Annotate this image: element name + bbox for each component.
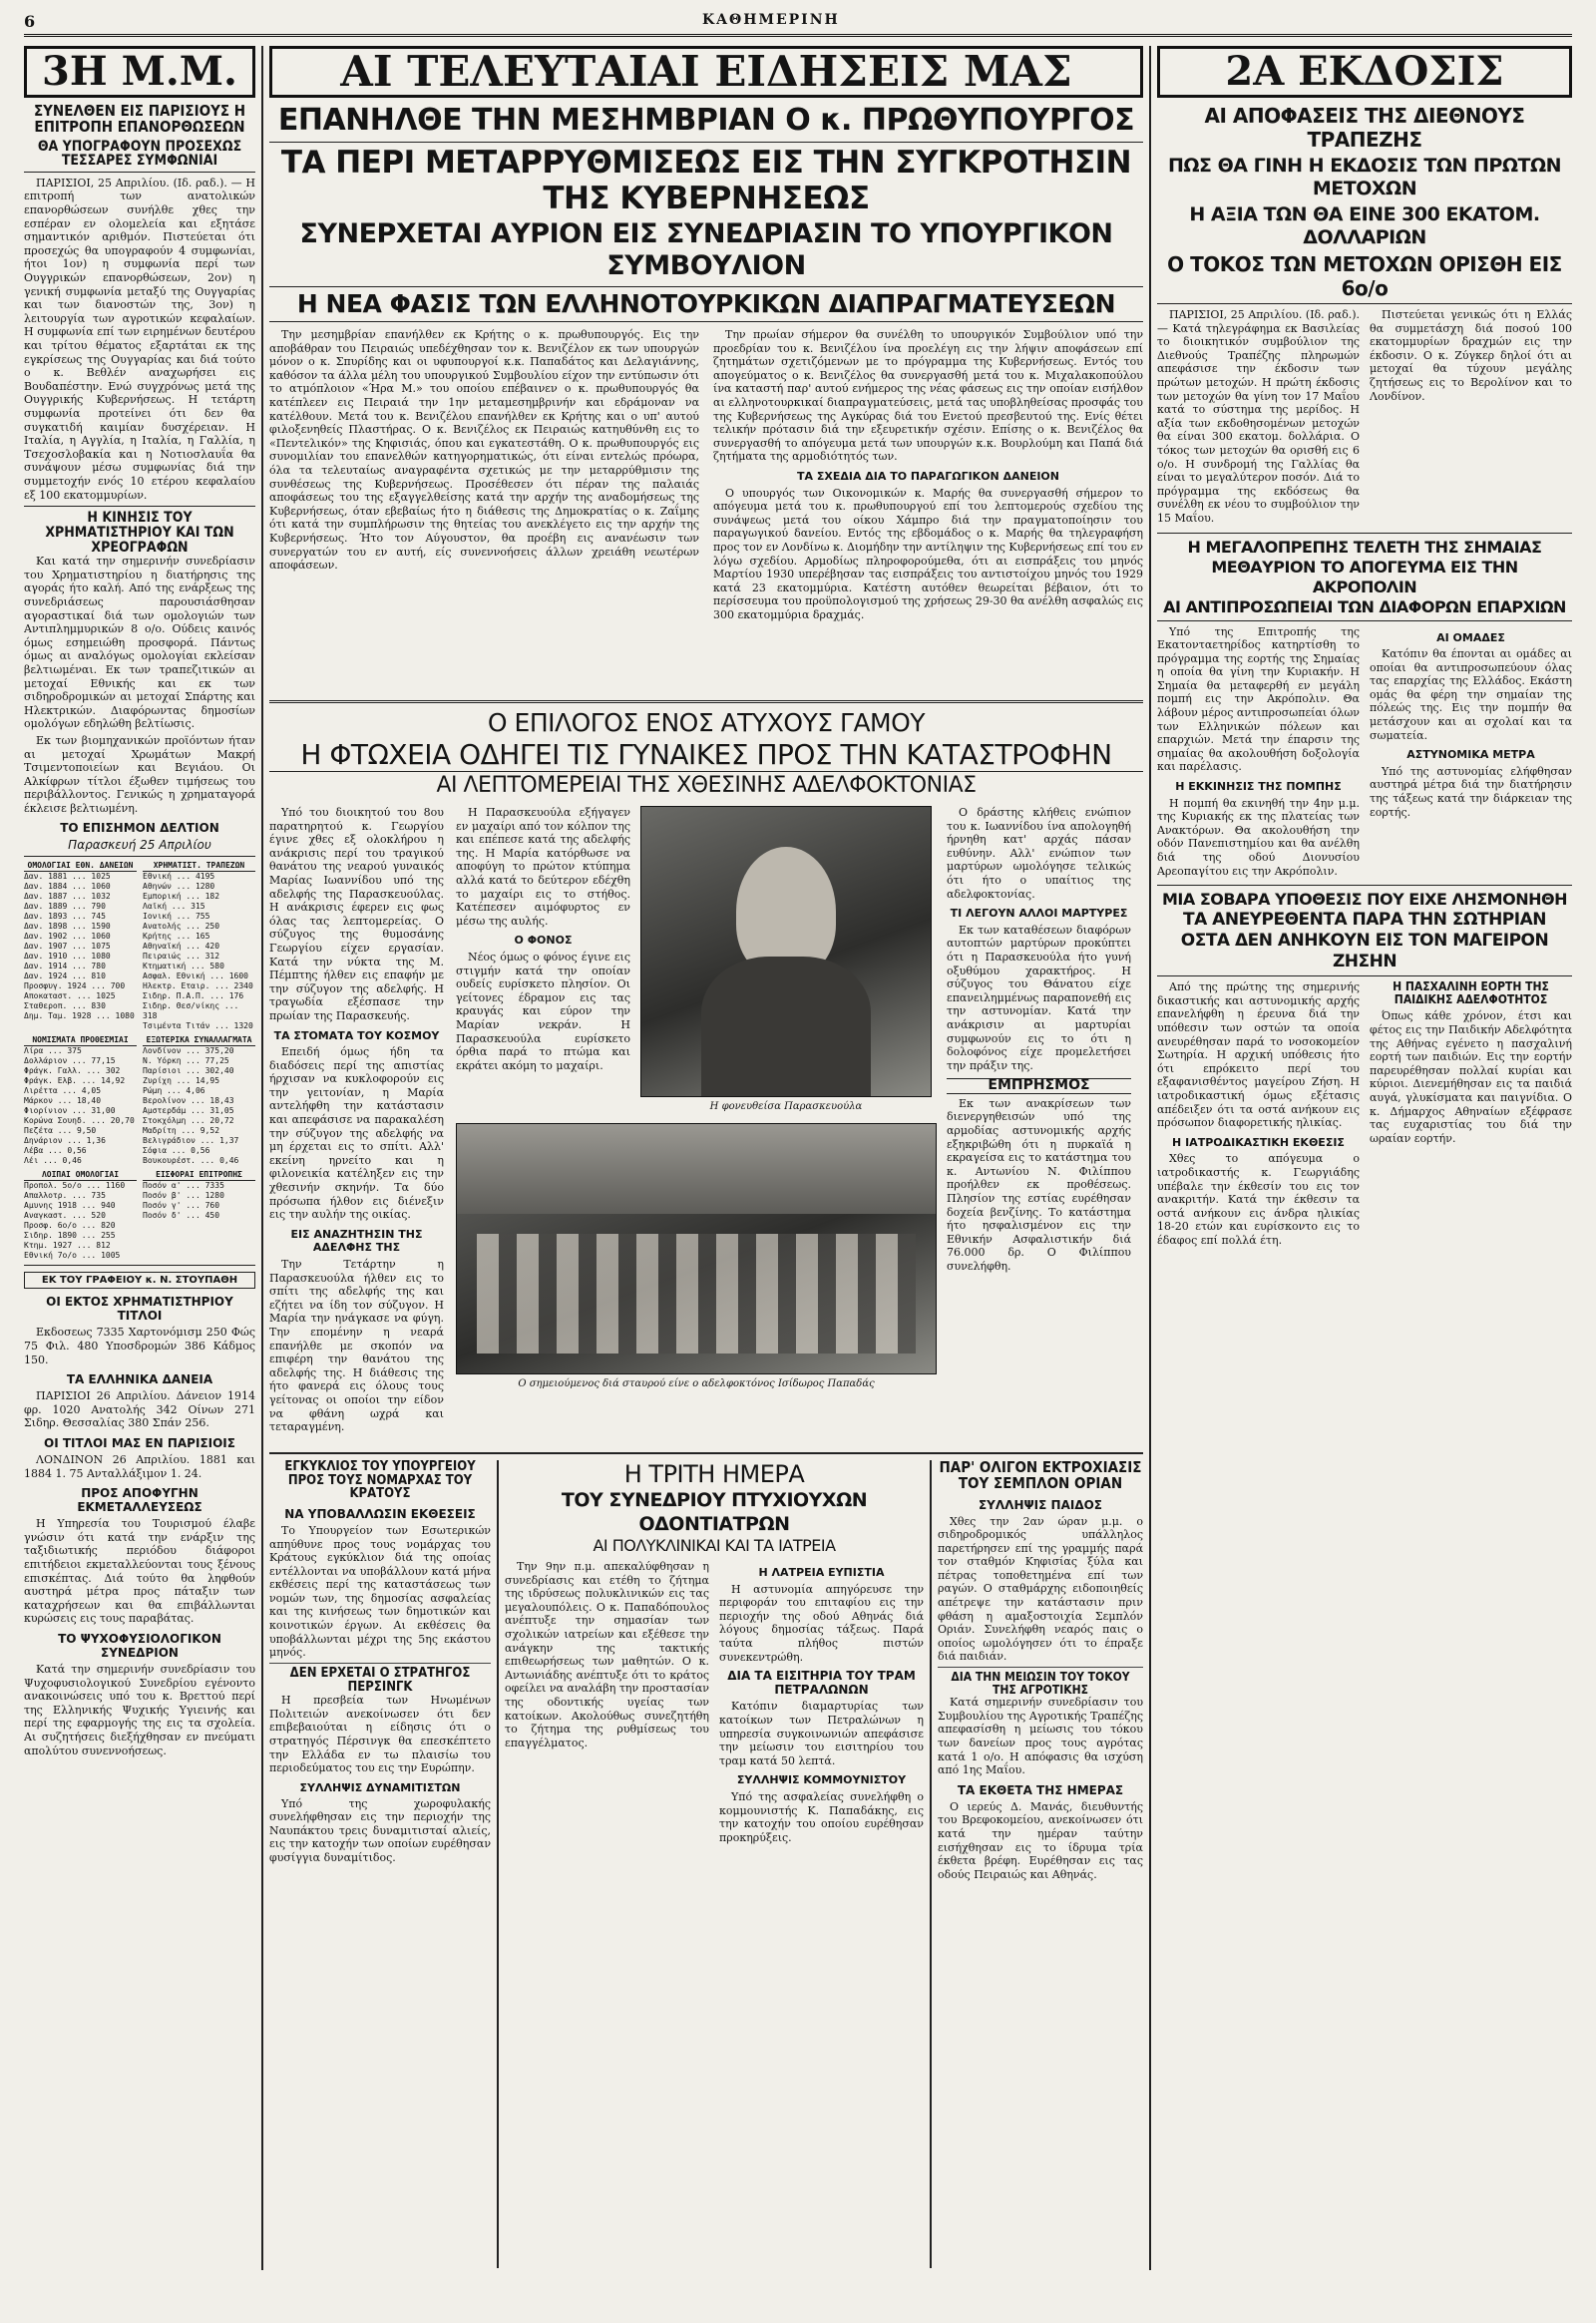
market-table-row: Δαν. 1881 ... 1025	[24, 872, 111, 882]
headline: ΕΓΚΥΚΛΙΟΣ ΤΟΥ ΥΠΟΥΡΓΕΙΟΥ ΠΡΟΣ ΤΟΥΣ ΝΟΜΑΡΧΑΣ ΤΟΥ ΚΡΑΤΟΥΣ	[284, 1460, 476, 1502]
headline: ΤΑ ΑΝΕΥΡΕΘΕΝΤΑ ΠΑΡΑ ΤΗΝ ΣΩΤΗΡΙΑΝ ΟΣΤΑ ΔΕΝ ΑΝΗΚΟΥΝ ΕΙΣ ΤΟΝ ΜΑΓΕΙΡΟΝ ΖΗΣΗΝ	[1157, 910, 1572, 976]
market-table-row: Εθνική 7ο/ο ... 1005	[24, 1251, 121, 1261]
market-table-row: Λέβα ... 0,56	[24, 1146, 87, 1156]
subheading: ΤΙ ΛΕΓΟΥΝ ΑΛΛΟΙ ΜΑΡΤΥΡΕΣ	[950, 907, 1128, 921]
bottom-mid-stories	[505, 1460, 924, 2268]
market-table-row: Βελιγράδιον ... 1,37	[143, 1136, 239, 1146]
market-table-row: Δαν. 1884 ... 1060	[24, 882, 111, 892]
market-table-row: Δαν. 1893 ... 745	[24, 912, 106, 922]
subheading: Η ΕΚΚΙΝΗΣΙΣ ΤΗΣ ΠΟΜΠΗΣ	[1175, 780, 1342, 794]
article-text: Κατά την σημερινήν συνεδρίασιν του Ψυχοφυσιολογικού Συνεδρίου εγένοντο ανακοινώσεις υπό του κ. Βρεττού περί της Ελληνικής Ψυχικής Υγιεινής και περί της εφαρμογής της εις τα σχολεία. Αι συζητήσεις διεξήχθησαν εν πνεύματι απολύτου συνεννοήσεως.	[24, 1662, 255, 1757]
market-table-row: Κτηματική ... 580	[143, 962, 224, 971]
market-table-row: Πεζέτα ... 9,50	[24, 1126, 97, 1136]
market-table-row: Ζυρίχη ... 14,95	[143, 1076, 220, 1086]
market-table-row: Μαδρίτη ... 9,52	[143, 1126, 220, 1136]
portrait-photo	[640, 806, 932, 1112]
headline: ΠΑΡ' ΟΛΙΓΟΝ ΕΚΤΡΟΧΙΑΣΙΣ ΤΟΥ ΣΕΜΠΛΟΝ ΟΡΙΑΝ	[939, 1460, 1142, 1492]
header-right: 2Α ΕΚΔΟΣΙΣ	[1157, 46, 1572, 98]
market-table-title: ΕΙΣΦΟΡΑΙ ΕΠΙΤΡΟΠΗΣ	[143, 1170, 255, 1181]
headline: ΑΙ ΑΠΟΦΑΣΕΙΣ ΤΗΣ ΔΙΕΘΝΟΥΣ ΤΡΑΠΕΖΗΣ	[1204, 104, 1525, 152]
market-table-row: Ποσόν δ' ... 450	[143, 1211, 220, 1221]
article-text: Το Υπουργείον των Εσωτερικών απηύθυνε προς τους νομάρχας του Κράτους εγκύκλιον διά της οποίας εντέλλονται να υποβάλλουν κατά μήνα εκθέσεις περί της καταστάσεως των νομών των, της δημοσίας ασφαλείας και της κινήσεως των δημοτικών και κοινοτικών έργων. Αι εκθέσεις θα υποβάλλωνται μέχρι της 5ης εκάστου μηνός.	[269, 1523, 491, 1660]
market-table-row: Σιδηρ. Θεσ/νίκης ... 318	[143, 1001, 239, 1021]
subheading: ΑΙ ΟΜΑΔΕΣ	[1436, 630, 1505, 644]
market-table-row: Μάρκον ... 18,40	[24, 1096, 102, 1106]
market-table-row: Δαν. 1914 ... 780	[24, 962, 106, 971]
market-table-row: Ποσόν γ' ... 760	[143, 1201, 220, 1211]
headline: Ο ΤΟΚΟΣ ΤΩΝ ΜΕΤΟΧΩΝ ΟΡΙΣΘΗ ΕΙΣ 6ο/ο	[1157, 252, 1572, 304]
article-text: Την Τετάρτην η Παρασκευούλα ήλθεν εις το σπίτι της αδελφής της και εζήτει να ίδη τον σύζυγον. Η Μαρία την ηνάγκασε να φύγη. Την επομένην η νεαρά επανήλθε με σκοπόν να επιφέρη την θανάτου της αδελφής της. Η διάθεσις της ήτο φανερά εις όλους τους γείτονας οι οποίοι την είδον να φθάνη ωχρά και τεταραγμένη.	[269, 1258, 444, 1434]
subheading: ΤΑ ΣΧΕΔΙΑ ΔΙΑ ΤΟ ΠΑΡΑΓΩΓΙΚΟΝ ΔΑΝΕΙΟΝ	[796, 469, 1059, 483]
article-text: Χθες το απόγευμα ο ιατροδικαστής κ. Γεωργιάδης υπέβαλε την έκθεσίν του εις τον ανακριτήν. Κατά την έκθεσιν τα οστά ανήκουν εις άνδρα ηλικίας 18-20 ετών και ευρίσκοντο εις το έδαφος επί πολλά έτη.	[1157, 1152, 1360, 1247]
headline: ΣΥΛΛΗΨΙΣ ΔΥΝΑΜΙΤΙΣΤΩΝ	[299, 1780, 461, 1794]
photo-caption: Η φονευθείσα Παρασκευούλα	[709, 1101, 863, 1112]
subheading: ΕΙΣ ΑΝΑΖΗΤΗΣΙΝ ΤΗΣ ΑΔΕΛΦΗΣ ΤΗΣ	[290, 1227, 423, 1255]
headline: ΑΙ ΠΟΛΥΚΛΙΝΙΚΑΙ ΚΑΙ ΤΑ ΙΑΤΡΕΙΑ	[593, 1536, 836, 1555]
article-text: Η πρεσβεία των Ηνωμένων Πολιτειών ανεκοίνωσεν ότι δεν επιβεβαιούται η είδησις ότι ο στρατηγός Πέρσινγκ θα επεσκέπτετο την Ελλάδα εν τω πλαισίω του περιοδεύματος του εις την Ευρώπην.	[269, 1694, 491, 1775]
market-table-row: Ρώμη ... 4,06	[143, 1086, 205, 1096]
article-text: Νέος όμως ο φόνος έγινε εις στιγμήν κατά την οποίαν ουδείς ευρίσκετο πλησίον. Οι γείτονες έδραμον εις τας κραυγάς και εύρον την Μαρίαν νεκράν. Η Παρασκευούλα ευρίσκετο όρθια παρά το πτώμα και εκράτει ακόμη το μαχαίρι.	[456, 950, 630, 1072]
headline: ΟΙ ΕΚΤΟΣ ΧΡΗΜΑΤΙΣΤΗΡΙΟΥ ΤΙΤΛΟΙ	[46, 1295, 233, 1324]
market-table	[24, 1170, 137, 1261]
headline: ΠΩΣ ΘΑ ΓΙΝΗ Η ΕΚΔΟΣΙΣ ΤΩΝ ΠΡΩΤΩΝ ΜΕΤΟΧΩΝ	[1167, 155, 1562, 199]
market-table-row: Σόφια ... 0,56	[143, 1146, 210, 1156]
headline: ΝΑ ΥΠΟΒΑΛΛΩΣΙΝ ΕΚΘΕΣΕΙΣ	[284, 1506, 476, 1521]
article-text: Εκ των βιομηχανικών προϊόντων ήταν αι μετοχαί Χρωμάτων Μακρή Τσιμεντοποιείων και Βεγιάου. Οι Αλκίφρων τίτλοι έξωθεν τιμήσεως του περιβάλλοντος. Γενικώς η χρηματαγορά έκλεισε βελτιωμένη.	[24, 733, 255, 815]
article-text: Επειδή όμως ήδη τα διαδόσεις περί της απιστίας ήρχισαν να κυκλοφορούν εις την γειτονίαν, η Μαρία αντελήφθη την κατάστασιν και απεφάσισε να παρακαλέση την σύζυγον της αδελφής να μη έρχεται εις το σπίτι. Αλλ' εκείνη ηρνείτο και η φιλονεικία κατέληξεν εις την χθεσινήν σκηνήν. Τα δύο πρόσωπα ήλθον εις διένεξιν εις την αυλήν της οικίας.	[269, 1045, 444, 1222]
market-table-row: Δαν. 1907 ... 1075	[24, 942, 111, 952]
headline: ΑΙ ΑΝΤΙΠΡΟΣΩΠΕΙΑΙ ΤΩΝ ΔΙΑΦΟΡΩΝ ΕΠΑΡΧΙΩΝ	[1157, 597, 1572, 621]
lead-headline: ΤΑ ΠΕΡΙ ΜΕΤΑΡΡΥΘΜΙΣΕΩΣ ΕΙΣ ΤΗΝ ΣΥΓΚΡΟΤΗΣΙΝ ΤΗΣ ΚΥΒΕΡΝΗΣΕΩΣ	[269, 142, 1143, 216]
feature-headline: Ο ΕΠΙΛΟΓΟΣ ΕΝΟΣ ΑΤΥΧΟΥΣ ΓΑΜΟΥ	[487, 708, 926, 737]
market-table-row: Αμστερδάμ ... 31,05	[143, 1106, 234, 1116]
byline: ΕΚ ΤΟΥ ΓΡΑΦΕΙΟΥ κ. Ν. ΣΤΟΥΠΑΘΗ	[24, 1272, 255, 1289]
bulletin-title: ΤΟ ΕΠΙΣΗΜΟΝ ΔΕΛΤΙΟΝ	[60, 821, 219, 836]
headline: ΜΙΑ ΣΟΒΑΡΑ ΥΠΟΘΕΣΙΣ ΠΟΥ ΕΙΧΕ ΛΗΣΜΟΝΗΘΗ	[1162, 890, 1567, 910]
article-text: Εκ των ανακρίσεων των διενεργηθεισών υπό της αρμοδίας αστυνομικής αρχής εξηκριβώθη ότι η πυρκαϊά η εκραγείσα εις το κατάστημα του κ. Αντωνίου Ν. Φιλίππου προήλθεν εκ προθέσεως. Πλησίον της εστίας ευρέθησαν δοχεία βενζίνης. Το κατάστημα ήτο ησφαλισμένον εις την Εθνικήν Ασφαλιστικήν διά 76.000 δρ. Ο Φιλίππου συνελήφθη.	[947, 1096, 1131, 1273]
market-table	[24, 1035, 137, 1166]
newspaper-page	[24, 12, 1572, 2276]
article-text: Κατά σημερινήν συνεδρίασιν του Συμβουλίου της Αγροτικής Τραπέζης απεφασίσθη η μείωσις του τόκου των δανείων προς τους αγρότας κατά 1 ο/ο. Η απόφασις θα ισχύση από 1ης Μαΐου.	[938, 1696, 1143, 1777]
market-table-row: Λονδίνον ... 375,20	[143, 1046, 234, 1056]
headline: ΤΟΥ ΣΥΝΕΔΡΙΟΥ ΠΤΥΧΙΟΥΧΩΝ ΟΔΟΝΤΙΑΤΡΩΝ	[561, 1489, 868, 1535]
article-text: Ο δράστης κλήθεις ενώπιον του κ. Ιωαννίδου ίνα απολογηθή ήρνηθη κατ' αρχάς πάσαν ευθύνην. Αλλ' ενώπιον των μαρτύρων ωμολόγησε τελικώς ότι ήτο ο υπαίτιος της αδελφοκτονίας.	[947, 806, 1131, 901]
market-table-row: Φράγκ. Ελβ. ... 14,92	[24, 1076, 126, 1086]
article-text: Την 9ην π.μ. απεκαλύφθησαν η συνεδρίασις και ετέθη το ζήτημα της ιδρύσεως πολυκλινικών εις τας μεγαλουπόλεις. Ο κ. Παπαδόπουλος ανέπτυξε την σημασίαν των σχολικών ιατρείων και εξέθεσε την ανάγκην της τακτικής επιθεωρήσεως των μαθητών. Ο κ. Αντωνιάδης ανέπτυξε ότι το κράτος οφείλει να αναλάβη την προστασίαν της οδοντικής υγείας των κατοίκων. Ακολούθως συνεζητήθη το ζήτημα της ρυθμίσεως του επαγγέλματος.	[505, 1560, 709, 1749]
feature-subheadline: ΑΙ ΛΕΠΤΟΜΕΡΕΙΑΙ ΤΗΣ ΧΘΕΣΙΝΗΣ ΑΔΕΛΦΟΚΤΟΝΙΑΣ	[436, 773, 977, 798]
market-table-row: Λέι ... 0,46	[24, 1156, 82, 1166]
market-table	[143, 1170, 255, 1261]
market-table-row: Τσιμέντα Τιτάν ... 1320	[143, 1021, 253, 1031]
market-table-row: Φιορίνιον ... 31,00	[24, 1106, 116, 1116]
market-tables	[24, 1170, 255, 1261]
market-table-row: Προπολ. 5ο/ο ... 1160	[24, 1181, 126, 1191]
article-text: Όπως κάθε χρόνον, έτσι και φέτος εις την Παιδικήν Αδελφότητα της Αθήνας εγένετο η πασχαλινή εορτή των παιδιών. Εις την εορτήν παρευρέθησαν πολλαί κυρίαι και κύριοι. Διενεμήθησαν εις τα παιδιά αυγά, γλυκίσματα και παιγνίδια. Ο κ. Δήμαρχος Αθηναίων εξέφρασε τας ευχαριστίας του διά την ωραίαν εορτήν.	[1370, 1009, 1572, 1145]
market-table-row: Αθηνών ... 1280	[143, 882, 215, 892]
market-table-row: Απαλλοτρ. ... 735	[24, 1191, 106, 1201]
market-table	[143, 1035, 255, 1166]
subheading: ΣΥΛΛΗΨΙΣ ΚΟΜΜΟΥΝΙΣΤΟΥ	[736, 1773, 907, 1787]
market-tables	[24, 861, 255, 1031]
market-table-row: Δαν. 1924 ... 810	[24, 971, 106, 981]
page-number: 6	[24, 12, 36, 31]
market-table-row: Λαϊκή ... 315	[143, 902, 205, 912]
article-text: Ο ιερεύς Δ. Μανάς, διευθυντής του Βρεφοκομείου, ανεκοίνωσεν ότι κατά την ημέραν ταύτην εισήχθησαν εις το ίδρυμα τρία έκθετα βρέφη. Ευρέθησαν εις τας οδούς Πειραιώς και Αθηνάς.	[938, 1799, 1143, 1881]
market-table-row: Δολλάριον ... 77,15	[24, 1056, 116, 1066]
article-text: Εκ των καταθέσεων διαφόρων αυτοπτών μαρτύρων προκύπτει ότι η Παρασκευούλα ήτο γυνή οξυθύμου χαρακτήρος. Η σύζυγος του Θάνατου είχε επανειλημμένως παραπονεθή εις την αστυνομίαν. Κατά την ανάκρισιν αι μαρτυρίαι συμφωνούν εις το ότι η δολοφόνος είχε προμελετήσει την πράξιν της.	[947, 923, 1131, 1072]
top-bar	[24, 12, 1572, 37]
market-table-row: Σιδηρ. Π.Α.Π. ... 176	[143, 991, 244, 1001]
article-text: Υπό της αστυνομίας ελήφθησαν αυστηρά μέτρα διά την διατήρησιν της τάξεως κατά την διάρκειαν της εορτής.	[1370, 764, 1572, 819]
market-table-row: Ανατολής ... 250	[143, 922, 220, 932]
article-text: Η Υπηρεσία του Τουρισμού έλαβε γνώσιν ότι κατά την ενάρξιν της ταξιδιωτικής περιόδου διάφοροι επιτήδειοι εκμεταλλεύονται τους ξένους επισκέπτας. Διά τούτο θα ληφθούν αυστηρά μέτρα προς πάταξιν των καταχρήσεων και θα επιβάλλωνται κυρώσεις εις τους παραβάτας.	[24, 1517, 255, 1626]
article-text: Εκδοσεως 7335 Χαρτονόμισμ 250 Φώς 75 Φιλ. 480 Υποσδρομών 386 Κάδμος 150.	[24, 1326, 255, 1366]
market-table-row: Δηνάριον ... 1,36	[24, 1136, 106, 1146]
article-text: ΠΑΡΙΣΙΟΙ 26 Απριλίου. Δάνειον 1914 φρ. 1020 Ανατολής 342 Οίνων 271 Σιδηρ. Θεσσαλίας 380 Σπάν 256.	[24, 1389, 255, 1430]
market-table-row: Κορώνα Σουηδ. ... 20,70	[24, 1116, 135, 1126]
market-table-row: Κτημ. 1927 ... 812	[24, 1241, 111, 1251]
market-tables	[24, 1035, 255, 1166]
market-table-row: Ποσόν β' ... 1280	[143, 1191, 224, 1201]
article-text: Υπό του διοικητού του 8ου παρατηρητού κ. Γεωργίου έγινε χθες εξ ολοκλήρου η ανάκρισις περί του τραγικού θανάτου της νεαρού γυναικός Μαρίας Ιωαννίδου υπό της αδελφής της Παρασκευούλας. Η ανάκρισις έφερεν εις φως όλας τας λεπτομερείας. Ο σύζυγος της θυμοσάνης Γεωργίου είχεν εργασίαν. Κατά την νύκτα της Μ. Πέμπτης ήλθεν εις επαφήν με την σύζυγον της αδελφής. Η τραγωδία εξέσπασε την πρωίαν της Παρασκευής.	[269, 806, 444, 1022]
market-table-row: Αθηναϊκή ... 420	[143, 942, 220, 952]
market-table-row: Αποκαταστ. ... 1025	[24, 991, 116, 1001]
article-text: Υπό της ασφαλείας συνελήφθη ο κομμουνιστής Κ. Παπαδάκης, εις την κατοχήν του οποίου ευρέθησαν προκηρύξεις.	[719, 1789, 924, 1844]
market-table-row: Λίρα ... 375	[24, 1046, 82, 1056]
headline: ΣΥΝΕΛΘΕΝ ΕΙΣ ΠΑΡΙΣΙΟΥΣ Η ΕΠΙΤΡΟΠΗ ΕΠΑΝΟΡΘΩΣΕΩΝ	[33, 104, 246, 136]
headline: ΤΟ ΨΥΧΟΦΥΣΙΟΛΟΓΙΚΟΝ ΣΥΝΕΔΡΙΟΝ	[58, 1631, 221, 1660]
market-table-title: ΕΞΩΤΕΡΙΚΑ ΣΥΝΑΛΛΑΓΜΑΤΑ	[143, 1035, 255, 1046]
group-photo	[456, 1123, 937, 1389]
market-table-row: Παρίσιοι ... 302,40	[143, 1066, 234, 1076]
market-table-row: Βουκουρέστ. ... 0,46	[143, 1156, 239, 1166]
bottom-left-stories	[269, 1460, 491, 2268]
article-text: ΛΟΝΔΙΝΟΝ 26 Απριλίου. 1881 και 1884 1. 75 Ανταλλάξιμον 1. 24.	[24, 1453, 255, 1480]
headline: ΤΑ ΕΛΛΗΝΙΚΑ ΔΑΝΕΙΑ	[66, 1372, 213, 1387]
market-table-row: Σιδηρ. 1890 ... 255	[24, 1231, 116, 1241]
market-table-row: Φράγκ. Γαλλ. ... 302	[24, 1066, 121, 1076]
article-text: ΠΑΡΙΣΙΟΙ, 25 Απριλίου. (Ιδ. ραδ.). — Κατά τηλεγράφημα εκ Βασιλείας το διοικητικόν συμβούλιον της Διεθνούς Τραπέζης πληρωμών απεφάσισε την έκδοσιν των πρώτων μετοχών. Η πρώτη έκδοσις των μετοχών θα γίνη τον 17 Μαΐου κατά το σύστημα της μερίδος. Η αξία των εκδοθησομένων μετοχών θα είναι 300 εκατομ. δολλάρια. Ο τόκος των μετοχών θα ορισθή εις 6 ο/ο. Η συνδρομή της Γαλλίας θα είναι το μεγαλύτερον ποσόν. Διά το πρόγραμμα της εκδόσεως θα συνέλθη εκ νέου το συμβούλιον την 15 Μαΐου.	[1157, 308, 1360, 525]
subheading: Ο ΦΟΝΟΣ	[514, 934, 573, 948]
market-table-row: Λιρέττα ... 4,05	[24, 1086, 102, 1096]
market-table-row: Αμυνης 1918 ... 940	[24, 1201, 116, 1211]
headline: Η ΑΞΙΑ ΤΩΝ ΘΑ ΕΙΝΕ 300 ΕΚΑΤΟΜ. ΔΟΛΛΑΡΙΩΝ	[1189, 203, 1540, 248]
headline: Η ΤΡΙΤΗ ΗΜΕΡΑ	[623, 1460, 805, 1488]
market-table-title: ΧΡΗΜΑΤΙΣΤ. ΤΡΑΠΕΖΩΝ	[143, 861, 255, 872]
header-left: 3Η Μ.Μ.	[24, 46, 255, 98]
market-table-row: Δαν. 1887 ... 1032	[24, 892, 111, 902]
headline: Η ΠΑΣΧΑΛΙΝΗ ΕΟΡΤΗ ΤΗΣ ΠΑΙΔΙΚΗΣ ΑΔΕΛΦΟΤΗΤΟΣ	[1393, 979, 1549, 1006]
article-text: Κατόπιν διαμαρτυρίας των κατοίκων των Πετραλώνων η υπηρεσία συγκοινωνιών απεφάσισε την μείωσιν του εισιτηρίου του τραμ κατά 50 λεπτά.	[719, 1700, 924, 1767]
market-table-row: Ιονική ... 755	[143, 912, 210, 922]
market-table-row: Δαν. 1902 ... 1060	[24, 932, 111, 942]
bottom-right-stories	[938, 1460, 1143, 2268]
lead-headline: ΕΠΑΝΗΛΘΕ ΤΗΝ ΜΕΣΗΜΒΡΙΑΝ Ο κ. ΠΡΩΘΥΠΟΥΡΓΟΣ	[277, 104, 1135, 138]
header-center: ΑΙ ΤΕΛΕΥΤΑΙΑΙ ΕΙΔΗΣΕΙΣ ΜΑΣ	[269, 46, 1143, 98]
market-table-row: Προσφυγ. 1924 ... 700	[24, 981, 126, 991]
column-rule	[930, 1460, 932, 2268]
headline: ΟΙ ΤΙΤΛΟΙ ΜΑΣ ΕΝ ΠΑΡΙΣΙΟΙΣ	[44, 1436, 235, 1451]
subheading: Η ΙΑΤΡΟΔΙΚΑΣΤΙΚΗ ΕΚΘΕΣΙΣ	[1172, 1135, 1345, 1149]
headline: Η ΜΕΓΑΛΟΠΡΕΠΗΣ ΤΕΛΕΤΗ ΤΗΣ ΣΗΜΑΙΑΣ ΜΕΘΑΥΡΙΟΝ ΤΟ ΑΠΟΓΕΥΜΑ ΕΙΣ ΤΗΝ ΑΚΡΟΠΟΛΙΝ	[1187, 537, 1542, 596]
market-table-title: ΝΟΜΙΣΜΑΤΑ ΠΡΟΘΕΣΜΙΑΙ	[24, 1035, 137, 1046]
market-table-title: ΛΟΙΠΑΙ ΟΜΟΛΟΓΙΑΙ	[24, 1170, 137, 1181]
headline: ΤΑ ΕΚΘΕΤΑ ΤΗΣ ΗΜΕΡΑΣ	[957, 1782, 1124, 1797]
photo-caption: Ο σημειούμενος διά σταυρού είνε ο αδελφοκτόνος Ισίδωρος Παπαδάς	[518, 1378, 875, 1389]
lead-headline: ΣΥΝΕΡΧΕΤΑΙ ΑΥΡΙΟΝ ΕΙΣ ΣΥΝΕΔΡΙΑΣΙΝ ΤΟ ΥΠΟΥΡΓΙΚΟΝ ΣΥΜΒΟΥΛΙΟΝ	[299, 218, 1113, 281]
article-text: Από της πρώτης της σημερινής δικαστικής και αστυνομικής αρχής επανελήφθη η έρευνα διά την υπόθεσιν των οστών τα οποία ανευρέθησαν παρά το νοσοκομείον Σωτηρία. Η αρχική υπόθεσις ήτο ότι επρόκειτο περί του εξαφανισθέντος μαγείρου Ζήση. Η ιατροδικαστική όμως εξέτασις απέδειξεν ότι τα οστά ανήκουν εις πρόσωπον διαφορετικής ηλικίας.	[1157, 980, 1360, 1130]
market-table-row: Δημ. Ταμ. 1928 ... 1080	[24, 1011, 135, 1021]
section-divider	[269, 1452, 1143, 1454]
article-text: Υπό της χωροφυλακής συνελήφθησαν εις την περιοχήν της Ναυπάκτου τρεις δυναμιτισταί αλιείς, εις την κατοχήν των οποίων ευρέθησαν φυσίγγια δυναμίτιδος.	[269, 1796, 491, 1865]
market-table-row: Ν. Υόρκη ... 77,25	[143, 1056, 229, 1066]
market-table-row: Σταθεροπ. ... 830	[24, 1001, 106, 1011]
headline: ΔΕΝ ΕΡΧΕΤΑΙ Ο ΣΤΡΑΤΗΓΟΣ ΠΕΡΣΙΝΓΚ	[289, 1665, 471, 1695]
subheading: Η ΛΑΤΡΕΙΑ ΕΥΠΙΣΤΙΑ	[758, 1566, 885, 1579]
headline: ΠΡΟΣ ΑΠΟΦΥΓΗΝ ΕΚΜΕΤΑΛΛΕΥΣΕΩΣ	[77, 1486, 202, 1515]
market-table-row: Αναγκαστ. ... 520	[24, 1211, 106, 1221]
market-table-row: Εθνική ... 4195	[143, 872, 215, 882]
market-table	[143, 861, 255, 1031]
subheading: ΔΙΑ ΤΑ ΕΙΣΙΤΗΡΙΑ ΤΟΥ ΤΡΑΜ ΠΕΤΡΑΛΩΝΩΝ	[727, 1669, 916, 1697]
market-table-row: Ηλεκτρ. Εταιρ. ... 2340	[143, 981, 253, 991]
market-table-row: Πειραιώς ... 312	[143, 952, 220, 962]
market-table	[24, 861, 137, 1031]
article-text: Ο υπουργός των Οικονομικών κ. Μαρής θα συνεργασθή σήμερον το απόγευμα μετά του κ. πρωθυπουργού επί του λεπτομερούς σχεδίου της συνάψεως μετά του οίκου Χάμπρο διά την πραγματοποίησιν του παραγωγικού δανείου. Εντός της εβδομάδος ο κ. Μαρής θα τηλεγραφήση προς τον εν Λονδίνω κ. Διομήδην την αντίληψιν της Κυβερνήσεως επί του εν λόγω σχεδίου. Αρμοδίως πληροφορούμεθα, ότι αι εισπράξεις του μηνός Μαρτίου 1930 υπερέβησαν τας εισπράξεις του αντιστοίχου μηνός του 1929 κατά 23 εκατομμύρια. Κατέστη αυτόθεν θεωρείται βέβαιον, ότι το περίσσευμα του προϋπολογισμού της χρήσεως 29-30 θα ανέλθη ασφαλώς εις 300 εκατομμύρια δραχμάς.	[713, 486, 1143, 621]
article-text: Υπό της Επιτροπής της Εκατονταετηρίδος κατηρτίσθη το πρόγραμμα της εορτής της Σημαίας η οποία θα γίνη την Κυριακήν. Η Σημαία θα μεταφερθή εν μεγάλη πομπή εις την Ακρόπολιν. Θα λάβουν μέρος αντιπροσωπείαι όλων των Ελληνικών πόλεων και επαρχιών. Μετά την έπαρσιν της σημαίας θα ακολουθήση δοξολογία και παρέλασις.	[1157, 624, 1360, 774]
headline: Η ΚΙΝΗΣΙΣ ΤΟΥ ΧΡΗΜΑΤΙΣΤΗΡΙΟΥ ΚΑΙ ΤΩΝ ΧΡΕΟΓΡΑΦΩΝ	[45, 510, 234, 556]
lead-subheadline: Η ΝΕΑ ΦΑΣΙΣ ΤΩΝ ΕΛΛΗΝΟΤΟΥΡΚΙΚΩΝ ΔΙΑΠΡΑΓΜΑΤΕΥΣΕΩΝ	[269, 286, 1143, 322]
market-table-row: Ασφαλ. Εθνική ... 1600	[143, 971, 248, 981]
article-text: Την μεσημβρίαν επανήλθεν εκ Κρήτης ο κ. πρωθυπουργός. Εις την αποβάθραν του Πειραιώς υπεδέχθησαν τον κ. Βενιζέλον εκ των υπουργών μόνον ο κ. Σπυρίδης και οι υφυπουργοί κ.κ. Παπαδάτος και Δελαγιάννης, καθόσον τα άλλα μέλη του υπουργικού Συμβουλίου είχον την εντύπωσιν ότι το ατμόπλοιον «Ήρα Μ.» του οποίου επέβαινεν ο κ. πρωθυπουργός θα κατέπλεεν εις Πειραιά την 1ην μεταμεσημβρινήν και εδράμοναν να κατέλθουν. Μετά του κ. Βενιζέλου επανήλθεν εκ Κρήτης και ο υπ' αυτού φιλοξενηθείς Πλαστήρας. Ο κ. Βενιζέλος εκ Πειραιώς κατηυθύνθη εις το «Πεντελικόν» της Κηφισιάς, όπου και εγκατεστάθη. Ο κ. πρωθυπουργός εις συνομιλίαν του επανελθών κατηγορηματικώς, ότι είναι εντελώς πρόωρα, όλα τα τελευταίως αναγραφέντα σχετικώς με την μεταρρύθμισιν της συνθέσεως της Κυβερνήσεως. Προσέθεσεν ότι πέραν της παλαιάς αποφάσεως του της εξαγγελθείσης κατά την αρχήν της αναδομήσεως της Κυβερνήσεως, όταν εβεβαίως ήτο η διάθεσις της Δημοκρατίας ο κ. Ζαΐμης ότι κατά την συμπλήρωσιν της θητείας του ανεκλέγετο εις την αρχήν της Κυβερνήσεως. Ήτο τον Αύγουστον, θα προέβη εις ανανέωσιν των συνεργατών του εν αυτή, είς συνεννοήσεις άλλων χρειάθη νεωτέρων αποφάσεων.	[269, 328, 699, 573]
article-text: Η αστυνομία απηγόρευσε την περιφοράν του επιταφίου εις την περιοχήν της οδού Αθηνάς διά λόγους δημοσίας τάξεως. Παρά ταύτα πλήθος πιστών συνεκεντρώθη.	[719, 1582, 924, 1664]
subheading: ΑΣΤΥΝΟΜΙΚΑ ΜΕΤΡΑ	[1406, 748, 1535, 762]
left-column	[24, 104, 255, 2268]
masthead: ΚΑΘΗΜΕΡΙΝΗ	[702, 12, 840, 28]
market-table-row: Προσφ. 6ο/ο ... 820	[24, 1221, 116, 1231]
market-table-row: Κρήτης ... 165	[143, 932, 210, 942]
market-table-row: Εμπορική ... 182	[143, 892, 220, 902]
column-rule	[497, 1460, 499, 2268]
headline: ΔΙΑ ΤΗΝ ΜΕΙΩΣΙΝ ΤΟΥ ΤΟΚΟΥ ΤΗΣ ΑΓΡΟΤΙΚΗΣ	[951, 1670, 1130, 1697]
article-text: Η πομπή θα εκινηθή την 4ην μ.μ. της Κυριακής εκ της πλατείας των Ανακτόρων. Θα ακολουθήση την οδόν Πανεπιστημίου και θα ανέλθη διά της οδού Διονυσίου Αρεοπαγίτου εις την Ακρόπολιν.	[1157, 796, 1360, 878]
market-table-row: Δαν. 1889 ... 790	[24, 902, 106, 912]
market-table-row: Δαν. 1898 ... 1590	[24, 922, 111, 932]
article-text: ΠΑΡΙΣΙΟΙ, 25 Απριλίου. (Ιδ. ραδ.). — Η επιτροπή των ανατολικών επανορθώσεων συνήλθε χθες την εσπέραν εν ολομελεία και εξητάσε σημαντικόν αριθμόν. Πιστεύεται ότι προσεχώς θα υπογραφούν 4 συμφωνίαι, ήτοι 1ον) η συμφωνία περί των Ουγγρικών επανορθώσεων, 2ον) η γενική συμφωνία μεταξύ της Ουγγαρίας και των διανοστών της, 3ον) η λειτουργία των αγροτικών κεφαλαίων. Η συμφωνία επί των ειρημένων δευτέρου και τρίτου θέματος εξαρτάται εκ της εγκρίσεως της Ουγγαρίας και διά τούτο ο κ. Βεθλέν αναχωρήσει εις Βουδαπέστην. Ενώ συγχρόνως μετά της Ουγγρικής Κυβερνήσεως. Η τετάρτη συμφωνία προτείνει ότι δεν θα συγκατιδή καιμίαν δυσχέρειαν. Η Ιταλία, η Αγγλία, η Ιταλία, η Γαλλία, η Τσεχοσλοβακία και η Νοτιοσλαυΐα θα συνάψουν μέσω συμφωνίας διά την συμμετοχήν ενός 10 ετέρου κεφαλαίου εξ 100 εκατομμυρίων.	[24, 176, 255, 502]
article-text: Πιστεύεται γενικώς ότι η Ελλάς θα συμμετάσχη διά ποσού 100 εκατομμυρίων δραχμών εις την έκδοσιν. Ο κ. Ζύγκερ δηλοί ότι αι μετοχαί θα τύχουν μεγάλης ζητήσεως εις το Βερολίνον και το Λονδίνον.	[1370, 308, 1572, 403]
feature-story	[269, 708, 1143, 1446]
column-rule	[1149, 46, 1151, 2270]
right-column	[1157, 104, 1572, 2268]
feature-headline: Η ΦΤΩΧΕΙΑ ΟΔΗΓΕΙ ΤΙΣ ΓΥΝΑΙΚΕΣ ΠΡΟΣ ΤΗΝ ΚΑΤΑΣΤΡΟΦΗΝ	[269, 738, 1143, 772]
market-table-row: Βερολίνον ... 18,43	[143, 1096, 234, 1106]
headline: ΣΥΛΛΗΨΙΣ ΠΑΙΔΟΣ	[978, 1497, 1103, 1512]
section-divider	[269, 700, 1143, 703]
article-text: Και κατά την σημερινήν συνεδρίασιν του Χρηματιστηρίου η διατήρησις της αγοράς ήτο καλή. Από της ενάρξεως της συνεδριάσεως παρουσιάσθησαν αγοραστικαί διά των ομολογιών των Αντιπλημμυρικών 8 ο/ο. Ούδεις καινός όμως εσημειώθη προσφορά. Πάντως όμως αι αναλόγως ομολογίαι εκλείσαν βελτιωμέναι. Εκ των τραπεζιτικών αι μετοχαί Εθνικής και εκ των σιδηροδρομικών αι μετοχαί Σπάρτης και Ηλεκτρικών. Διαφόρωντας δημοσίων ομολόγων εδηλώθη βελτίωσις.	[24, 555, 255, 731]
subheading: ΤΑ ΣΤΟΜΑΤΑ ΤΟΥ ΚΟΣΜΟΥ	[273, 1028, 440, 1042]
headline: ΘΑ ΥΠΟΓΡΑΦΟΥΝ ΠΡΟΣΕΧΩΣ ΤΕΣΣΑΡΕΣ ΣΥΜΦΩΝΙΑΙ	[24, 140, 255, 173]
article-text: Χθες την 2αν ώραν μ.μ. ο σιδηροδρομικός υπάλληλος παρετήρησεν επί της γραμμής παρά τον σταθμόν Κηφισίας ξύλα και πέτρας τοποθετημένα επί των ραγών. Ο σταθμάρχης ειδοποιηθείς απέτρεψε την κατάστασιν πριν φθάση η αμαξοστοιχία Σεμπλόν Οριάν. Συνελήφθη νεαρός παις ο οποίος ωμολόγησεν ότι το έπραξε διά παιδιάν.	[938, 1514, 1143, 1664]
article-text: Η Παρασκευούλα εξήγαγεν εν μαχαίρι από τον κόλπον της και επέπεσε κατά της αδελφής της. Η Μαρία κατόρθωσε να αποφύγη το πρώτον κτύπημα αλλά κατά το δεύτερον εδέχθη το μαχαίρι εις το στήθος. Κατέπεσεν αιμόφυρτος εν μέσω της αυλής.	[456, 806, 630, 928]
market-table-title: ΟΜΟΛΟΓΙΑΙ ΕΘΝ. ΔΑΝΕΙΩΝ	[24, 861, 137, 872]
market-table-row: Δαν. 1910 ... 1080	[24, 952, 111, 962]
bulletin-date: Παρασκευή 25 Απριλίου	[68, 838, 211, 853]
subheading: ΕΜΠΡΗΣΜΟΣ	[947, 1078, 1131, 1094]
column-rule	[261, 46, 263, 2270]
lead-story	[269, 104, 1143, 692]
article-text: Την πρωίαν σήμερον θα συνέλθη το υπουργικόν Συμβούλιον υπό την προεδρίαν του κ. Βενιζέλου ίνα προελέγη εις την λήψιν αποφάσεων επί ζητημάτων σχετιζόμενων με το πρόγραμμα της Κυβερνήσεως. Εντός του απογεύματος ο κ. Βενιζέλος θα συνεργασθή μετά του κ. Μιχαλακοπούλου ίνα καταστή παρ' αυτού ενήμερος της νέας φάσεως εις την οποίαν εισήλθον αι ελληνοτουρκικαί διαπραγματεύσεις, μετά τας υποβληθείσας προσφάς του της Κυβερνήσεως της Αγκύρας διά του Ενετού πρεσβευτού της. Ενίς θέτει τελικήν πρότασιν διά την εξευρετικήν σχέσιν. Επίσης ο κ. Βενιζέλος θα συνεργασθή το απόγευμα μετά των υπουργών κ.κ. Βουρλούμη και Παπά διά ζητήματα της αρμοδιότητός των.	[713, 328, 1143, 464]
market-table-row: Ποσόν α' ... 7335	[143, 1181, 224, 1191]
article-text: Κατόπιν θα έπονται αι ομάδες αι οποίαι θα αντιπροσωπεύουν όλας τας επαρχίας της Ελλάδος. Εκάστη ομάς θα φέρη την σημαίαν της πόλεώς της. Εις την πομπήν θα μετάσχουν και αι σχολαί και τα σωματεία.	[1370, 647, 1572, 742]
market-table-row: Στοκχόλμη ... 20,72	[143, 1116, 234, 1126]
